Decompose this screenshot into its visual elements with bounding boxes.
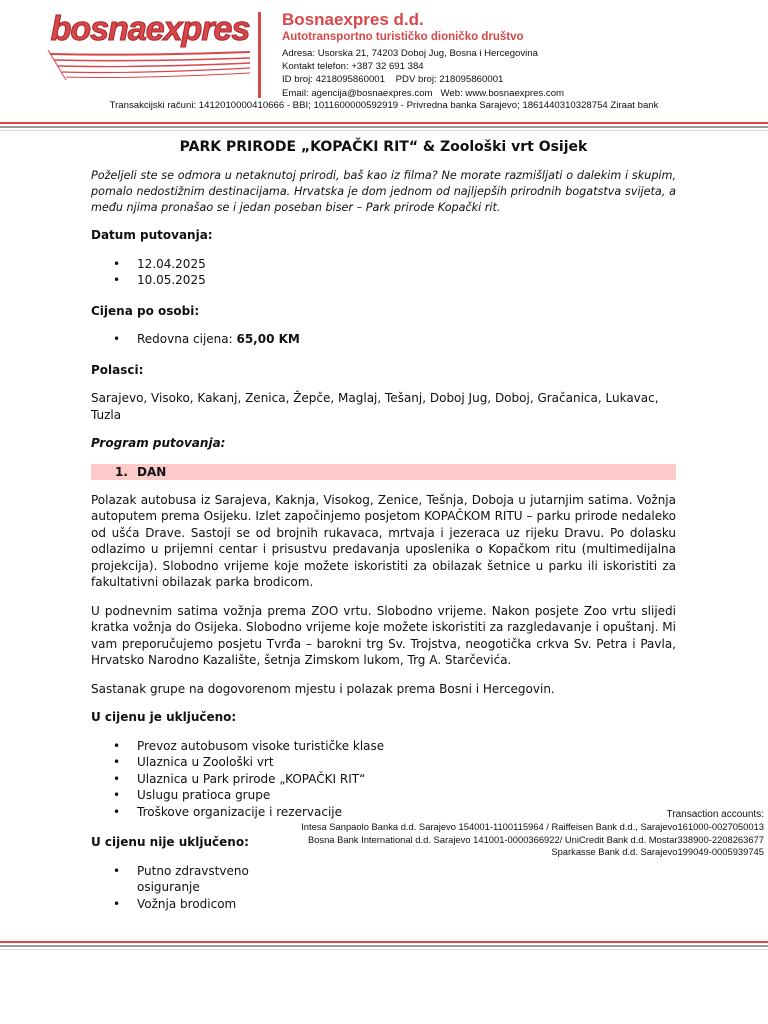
program-paragraph-1: Polazak autobusa iz Sarajeva, Kaknja, Visokog, Zenice, Tešnja, Doboja u jutarnjim satima. Vožnja autoputem prema Osijeku. Izlet započinjemo posjetom KOPAČKOM RITU – parku prirode nedaleko od ušća Drave. Sastoji se od brojnih rukavaca, mrtvaja i jezeraca uz rijeku Dravu. Po dolasku odlazimo u prijemni centar i prisustvu predavanja uposlenika o Kopačkom ritu (multimedijalna projekcija). Slobodno vrijeme koje možete iskoristiti za obilazak šetnice u parku ili iskoristiti za fakultativni obilazak parka brodicom.	[91, 492, 676, 590]
company-subtitle: Autotransportno turističko dioničko društvo	[282, 31, 524, 43]
price-label: Cijena po osobi:	[91, 303, 200, 318]
day-label: DAN	[137, 464, 167, 479]
program-paragraph-3: Sastanak grupe na dogovorenom mjestu i polazak prema Bosni i Hercegovin.	[91, 681, 555, 696]
list-item: • 12.04.2025	[91, 256, 676, 273]
intro-paragraph: Poželjeli ste se odmora u netaknutoj prirodi, baš kao iz filma? Ne morate razmišljati o dalekim i skupim, pomalo nedostižnim destinacijama. Hrvatska je dom jednom od najljepših prirodnih bogatstva svijeta, a među njima pronašao se i jedan poseban biser – Park prirode Kopački rit.	[91, 168, 676, 215]
logo-road-lines-icon	[44, 50, 256, 90]
list-item	[91, 331, 676, 348]
footer-account-line: Intesa Sanpaolo Banka d.d. Sarajevo 154001-1100115964 / Raiffeisen Bank d.d., Sarajevo161000-0027050013	[301, 821, 764, 833]
header-divider	[258, 12, 261, 98]
day-number: 1.	[115, 464, 128, 479]
dates-list	[91, 256, 676, 289]
price-value: 65,00 KM	[236, 332, 300, 347]
list-item: • Uslugu pratioca grupe	[91, 787, 676, 804]
excluded-label: U cijenu nije uključeno:	[91, 835, 249, 850]
excluded-list	[91, 863, 676, 913]
footer-account-line: Sparkasse Bank d.d. Sarajevo199049-0005939745	[551, 845, 764, 857]
price-text: Redovna cijena:	[137, 332, 237, 347]
company-name: Bosnaexpres d.d.	[282, 10, 424, 29]
header-accounts: Transakcijski računi: 1412010000410666 - BBI; 1011600000592919 - Privredna banka Sarajevo; 1861440310328754 Ziraat bank	[109, 100, 659, 111]
day-heading	[91, 464, 676, 480]
footer-accounts	[301, 809, 764, 858]
logo-wordmark: bosnaexpres	[50, 10, 250, 48]
price-list	[91, 331, 676, 348]
list-item: • Ulaznica u Park prirode „KOPAČKI RIT“	[91, 771, 676, 788]
program-paragraph-2: U podnevnim satima vožnja prema ZOO vrtu. Slobodno vrijeme. Nakon posjete Zoo vrtu slijedi kratka vožnja do Osijeka. Slobodno vrijeme koje možete iskoristiti za razgledavanje i opuštanj. Mi vam preporučujemo posjetu Tvrđa – barokni trg Sv. Trojstva, neogotička crkva Sv. Petra i Pavla, Hrvatsko Narodno Kazalište, šetnja Zimskom lukom, Trg A. Starčevića.	[91, 603, 676, 668]
company-logo	[44, 10, 256, 84]
footer-accounts-heading: Transaction accounts:	[666, 809, 764, 820]
list-item: • Troškove organizacije i rezervacije	[91, 804, 676, 821]
list-item: • Putno zdravstveno osiguranje	[91, 863, 307, 896]
list-item: • 10.05.2025	[91, 272, 676, 289]
list-item: • Prevoz autobusom visoke turističke klase	[91, 738, 676, 755]
footer-account-line: Bosna Bank International d.d. Sarajevo 141001-0000366922/ UniCredit Bank d.d. Mostar338900-2208263677	[307, 833, 764, 845]
departures-list: Sarajevo, Visoko, Kakanj, Zenica, Žepče, Maglaj, Tešanj, Doboj Jug, Doboj, Gračanica, Lukavac, Tuzla	[91, 391, 659, 422]
document-title: PARK PRIRODE „KOPAČKI RIT“ & Zoološki vrt Osijek	[179, 139, 588, 155]
company-address: Adresa: Usorska 21, 74203 Doboj Jug, Bosna i Hercegovina	[282, 48, 538, 59]
included-label: U cijenu je uključeno:	[91, 710, 237, 725]
list-item: • Ulaznica u Zoološki vrt	[91, 754, 676, 771]
departures-label: Polasci:	[91, 362, 144, 377]
company-ids: ID broj: 4218095860001 PDV broj: 218095860001	[282, 74, 504, 86]
program-label: Program putovanja:	[91, 436, 226, 451]
company-email-web: Email: agencija@bosnaexpres.com Web: www.bosnaexpres.com	[282, 87, 565, 99]
header-rule	[0, 122, 768, 131]
company-phone: Kontakt telefon: +387 32 691 384	[282, 61, 424, 73]
company-info	[282, 10, 752, 100]
dates-label: Datum putovanja:	[91, 228, 213, 243]
footer-rule	[0, 941, 768, 950]
list-item: • Vožnja brodicom	[91, 896, 676, 913]
